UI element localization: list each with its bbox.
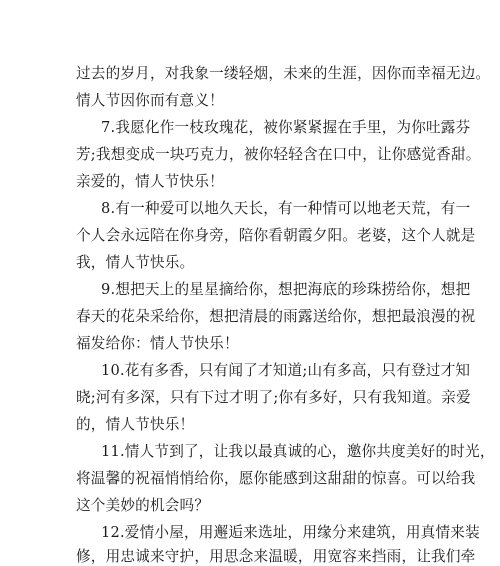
- paragraph-10-line-1: 10.花有多香，只有闻了才知道;山有多高，只有登过才知: [101, 362, 471, 379]
- paragraph-7-line-2: 芳;我想变成一块巧克力，被你轻轻含在口中，让你感觉香甜。: [76, 146, 481, 163]
- paragraph-9-line-1: 9.想把天上的星星摘给你，想把海底的珍珠捞给你，想把: [101, 281, 471, 298]
- paragraph-7-line-3: 亲爱的，情人节快乐！: [76, 173, 224, 190]
- paragraph-10-line-2: 晓;河有多深，只有下过才明了;你有多好，只有我知道。亲爱: [76, 389, 471, 406]
- paragraph-8-line-3: 我，情人节快乐。: [76, 254, 195, 271]
- paragraph-12-line-1: 12.爱情小屋，用邂逅来选址，用缘分来建筑，用真情来装: [101, 524, 480, 541]
- paragraph-7-line-1: 7.我愿化作一枝玫瑰花，被你紧紧握在手里，为你吐露芬: [101, 119, 471, 136]
- paragraph-8-line-2: 个人会永远陪在你身旁，陪你看朝霞夕阳。老婆，这个人就是: [76, 227, 476, 244]
- paragraph-12-line-2: 修，用忠诚来守护，用思念来温暖，用宽容来挡雨，让我们牵: [76, 548, 476, 565]
- paragraph-9-line-3: 福发给你：情人节快乐！: [76, 335, 239, 352]
- paragraph-10-line-3: 的，情人节快乐！: [76, 416, 195, 433]
- paragraph-9-line-2: 春天的花朵采给你，想把清晨的雨露送给你，想把最浪漫的祝: [76, 308, 476, 325]
- text-line-2: 情人节因你而有意义！: [76, 92, 224, 109]
- paragraph-8-line-1: 8.有一种爱可以地久天长，有一种情可以地老天荒，有一: [101, 200, 471, 217]
- paragraph-11-line-1: 11.情人节到了，让我以最真诚的心，邀你共度美好的时光，: [101, 443, 495, 460]
- text-line-1: 过去的岁月，对我象一缕轻烟，未来的生涯，因你而幸福无边。: [76, 65, 491, 82]
- paragraph-11-line-3: 这个美妙的机会吗？: [76, 497, 210, 514]
- paragraph-11-line-2: 将温馨的祝福悄悄给你，愿你能感到这甜甜的惊喜。可以给我: [76, 470, 476, 487]
